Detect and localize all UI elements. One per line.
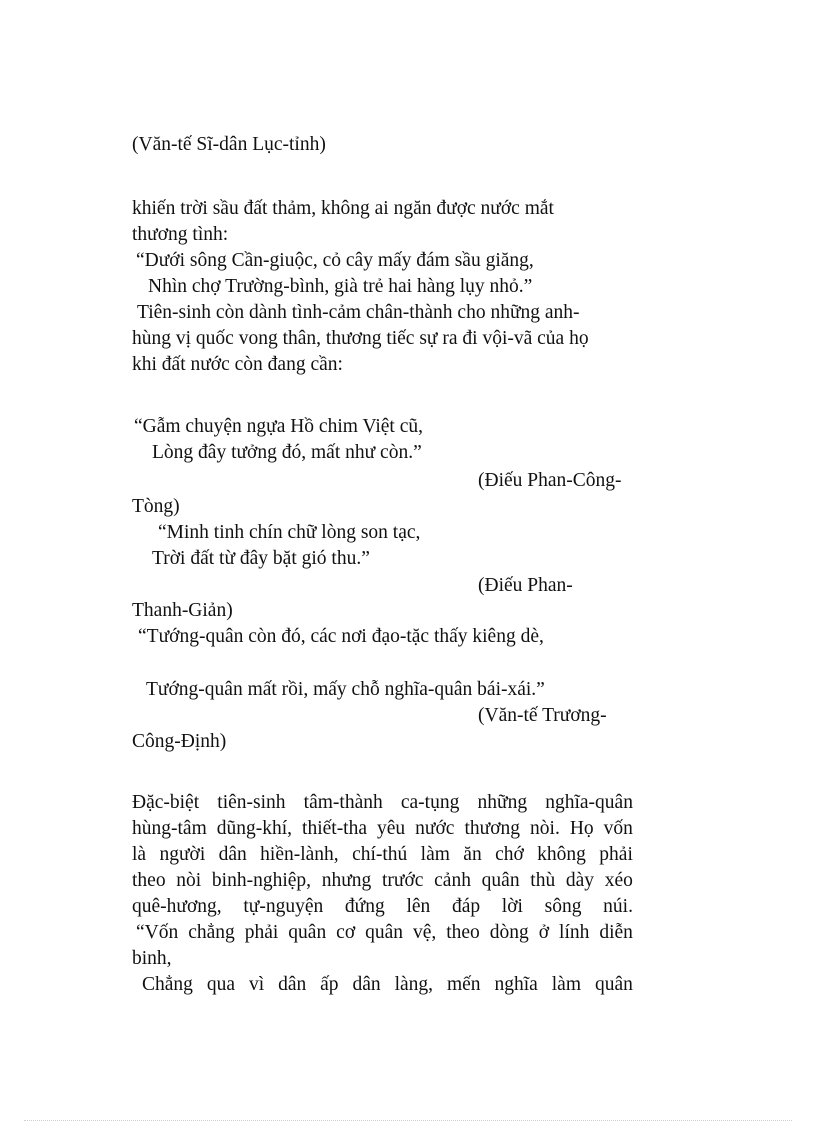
paragraph-line-justified bbox=[132, 816, 633, 842]
word: ăn bbox=[463, 844, 482, 865]
word: quê-hương, bbox=[132, 896, 222, 917]
word: người bbox=[159, 844, 206, 865]
word: hiền-lành, bbox=[260, 844, 339, 865]
word: qua bbox=[206, 974, 236, 995]
word: thương bbox=[464, 818, 521, 839]
word: dày bbox=[565, 870, 595, 891]
word: thù bbox=[530, 870, 556, 891]
word: nghĩa bbox=[494, 974, 538, 995]
word: cảnh bbox=[434, 870, 471, 891]
word: nghĩa-quân bbox=[545, 792, 633, 813]
word: dòng bbox=[489, 922, 529, 943]
word: nòi. bbox=[530, 818, 560, 839]
word: ở bbox=[538, 922, 550, 943]
caption-van-te-si-dan: (Văn-tế Sĩ-dân Lục-tỉnh) bbox=[132, 134, 326, 155]
paragraph-line: khi đất nước còn đang cần: bbox=[132, 354, 343, 375]
word: tự-nguyện bbox=[243, 896, 324, 917]
attribution: Thanh-Giản) bbox=[132, 600, 233, 621]
word: vệ, bbox=[412, 922, 437, 943]
word: dân bbox=[352, 974, 381, 995]
word: mến bbox=[446, 974, 481, 995]
word: “Vốn bbox=[136, 922, 179, 943]
word: không bbox=[537, 844, 586, 865]
word: cơ bbox=[336, 922, 356, 943]
word: thiết-tha bbox=[302, 818, 368, 839]
quote-line: “Dưới sông Cần-giuộc, cỏ cây mấy đám sầu giăng, bbox=[136, 250, 534, 271]
word: làm bbox=[420, 844, 450, 865]
paragraph-line-justified bbox=[132, 894, 633, 920]
word: chí-thú bbox=[352, 844, 408, 865]
attribution: Công-Định) bbox=[132, 731, 227, 752]
quote-line: “Minh tinh chín chữ lòng son tạc, bbox=[158, 522, 421, 543]
word: phải bbox=[244, 922, 279, 943]
word: quân bbox=[594, 974, 633, 995]
word: đứng bbox=[344, 896, 385, 917]
word: tâm-thành bbox=[303, 792, 383, 813]
word: quân bbox=[481, 870, 520, 891]
word: binh-nghiệp, bbox=[211, 870, 312, 891]
attribution: (Điếu Phan-Công- bbox=[478, 470, 622, 491]
word: lính bbox=[559, 922, 590, 943]
quote-line-justified bbox=[142, 972, 633, 998]
word: làm bbox=[551, 974, 582, 995]
word: sông bbox=[544, 896, 582, 917]
word: nhưng bbox=[321, 870, 372, 891]
word: làng, bbox=[394, 974, 434, 995]
word: theo bbox=[446, 922, 480, 943]
paragraph-line-justified bbox=[132, 868, 633, 894]
paragraph-line: thương tình: bbox=[132, 224, 229, 245]
word: trước bbox=[382, 870, 424, 891]
word: núi. bbox=[603, 896, 633, 917]
attribution: Tòng) bbox=[132, 496, 180, 517]
page-edge-rule bbox=[24, 1120, 792, 1121]
word: chẳng bbox=[188, 922, 235, 943]
word: tiên-sinh bbox=[217, 792, 286, 813]
quote-line: Lòng đây tưởng đó, mất như còn.” bbox=[152, 442, 422, 463]
quote-line: “Gẫm chuyện ngựa Hồ chim Việt cũ, bbox=[134, 416, 423, 437]
word: chớ bbox=[495, 844, 524, 865]
paragraph-line-justified bbox=[132, 842, 633, 868]
word: phải bbox=[599, 844, 633, 865]
word: là bbox=[132, 844, 147, 865]
word: những bbox=[477, 792, 528, 813]
word: lời bbox=[501, 896, 523, 917]
word: dân bbox=[218, 844, 247, 865]
word: hùng-tâm bbox=[132, 818, 207, 839]
paragraph-line: khiến trời sầu đất thảm, không ai ngăn được nước mắt bbox=[132, 198, 554, 219]
word: quân bbox=[288, 922, 327, 943]
quote-line: Trời đất từ đây bặt gió thu.” bbox=[152, 548, 370, 569]
word: xéo bbox=[604, 870, 633, 891]
word: vốn bbox=[603, 818, 633, 839]
paragraph-line: Tiên-sinh còn dành tình-cảm chân-thành cho những anh- bbox=[137, 302, 580, 323]
word: diễn bbox=[599, 922, 633, 943]
word: lên bbox=[406, 896, 431, 917]
quote-line: Nhìn chợ Trường-bình, già trẻ hai hàng lụy nhỏ.” bbox=[148, 276, 533, 297]
quote-line: Tướng-quân mất rồi, mấy chỗ nghĩa-quân bái-xái.” bbox=[146, 679, 545, 700]
quote-line-justified bbox=[136, 920, 633, 946]
quote-line: “Tướng-quân còn đó, các nơi đạo-tặc thấy kiêng dè, bbox=[138, 626, 544, 647]
word: dũng-khí, bbox=[216, 818, 293, 839]
word: đáp bbox=[451, 896, 481, 917]
word: dân bbox=[278, 974, 307, 995]
word: ca-tụng bbox=[400, 792, 460, 813]
word: nước bbox=[415, 818, 455, 839]
word: Chẳng bbox=[142, 974, 193, 995]
attribution: (Điếu Phan- bbox=[478, 575, 573, 596]
word: theo bbox=[132, 870, 166, 891]
quote-line: binh, bbox=[132, 948, 172, 969]
word: quân bbox=[365, 922, 404, 943]
word: Họ bbox=[569, 818, 594, 839]
word: yêu bbox=[377, 818, 406, 839]
paragraph-line: hùng vị quốc vong thân, thương tiếc sự ra đi vội-vã của họ bbox=[132, 328, 589, 349]
word: Đặc-biệt bbox=[132, 792, 200, 813]
word: ấp bbox=[320, 974, 339, 995]
paragraph-line-justified bbox=[132, 790, 633, 816]
word: vì bbox=[248, 974, 265, 995]
word: nòi bbox=[176, 870, 202, 891]
attribution: (Văn-tế Trương- bbox=[478, 705, 607, 726]
